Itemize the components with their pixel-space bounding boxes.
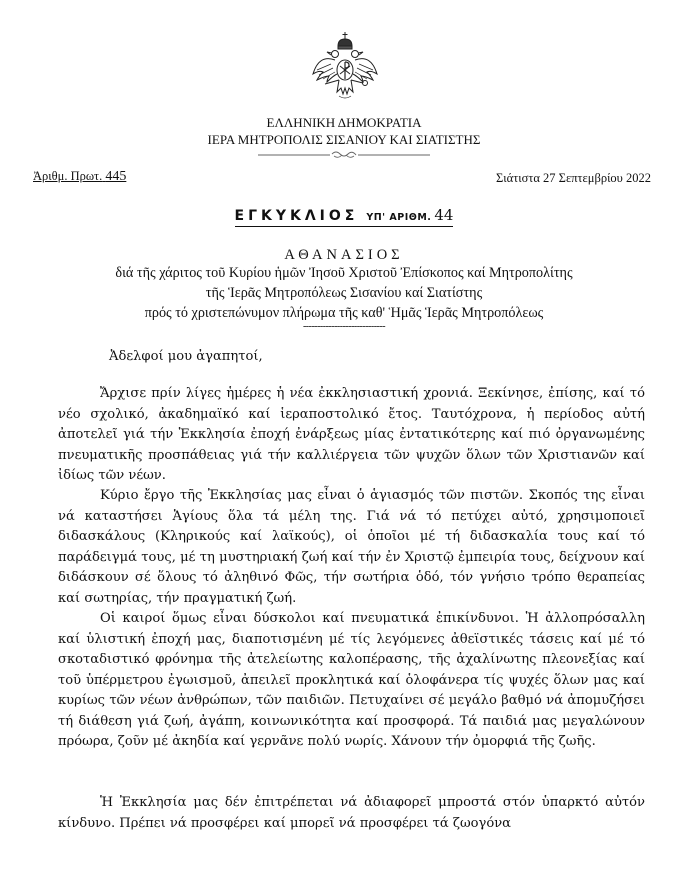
double-headed-eagle-icon xyxy=(305,30,385,102)
place-date: Σιάτιστα 27 Σεπτεμβρίου 2022 xyxy=(496,171,651,185)
sender-title-line-2: τῆς Ἱερᾶς Μητροπόλεως Σισανίου καί Σιατίστης xyxy=(205,285,483,301)
sender-title-line-3: πρός τό χριστεπώνυμον πλήρωμα τῆς καθ' Ἡμᾶς Ἱερᾶς Μητροπόλεως xyxy=(144,305,544,321)
paragraph-2: Κύριο ἔργο τῆς Ἐκκλησίας μας εἶναι ὁ ἁγιασμός τῶν πιστῶν. Σκοπός της εἶναι νά καταστήσει Ἁγίους ὅλα τά μέλη της. Γιά νά τό πετύχει αὐτό, χρησιμοποιεῖ διδασκάλους (Κληρικούς καί λαϊκούς), οἱ ὁποῖοι μέ τή διδασκαλία τους καί τό παράδειγμά τους, μέ τη μυστηριακή ζωή καί τήν ἐν Χριστῷ ἐμπειρία τους, δείχνουν καί διδάσκουν σέ ὅλους τό ἀληθινό Φῶς, τήν σωτήρια ὁδό, τόν γνήσιο τρόπο θεραπείας καί σωτηρίας, τήν πραγματική ζωή. xyxy=(58,488,645,606)
encyclical-title: ΕΓΚΥΚΛΙΟΣ xyxy=(234,208,359,224)
encyclical-heading xyxy=(0,205,688,227)
ornament-divider-icon xyxy=(258,148,430,162)
encyclical-number: 44 xyxy=(434,206,454,224)
paragraph-1: Ἄρχισε πρίν λίγες ἡμέρες ἡ νέα ἐκκλησιαστική χρονιά. Ξεκίνησε, ἐπίσης, καί τό νέο σχολικό, ἀκαδημαϊκό καί ἱεραποστολικό ἔτος. Ταυτόχρονα, ἡ περίοδος αὐτή ἀποτελεῖ γιά τήν Ἐκκλησία ἐποχή ἐνάρξεως μίας ἐντατικότερης καί πιό ὀργανωμένης πνευματικῆς προσπάθειας γιά τήν καλλιέργεια τῶν ψυχῶν ὅλων τῶν Χριστιανῶν καί ἰδίως τῶν νέων. xyxy=(58,386,645,483)
protocol-value: 445 xyxy=(105,169,127,184)
sender-name: ΑΘΑΝΑΣΙΟΣ xyxy=(284,247,404,263)
header-country: ΕΛΛΗΝΙΚΗ ΔΗΜΟΚΡΑΤΙΑ xyxy=(266,115,422,130)
protocol-number xyxy=(33,169,126,185)
dashed-separator: ----------------------------- xyxy=(302,321,386,332)
greeting: Ἀδελφοί μου ἀγαπητοί, xyxy=(109,349,263,364)
paragraph-3: Οἱ καιροί ὅμως εἶναι δύσκολοι καί πνευματικά ἐπικίνδυνοι. Ἡ ἀλλοπρόσαλλη καί ὑλιστική ἐποχή μας, διαποτισμένη μέ τίς λεγόμενες ἀθεϊστικές τάσεις καί μέ τό σκοταδιστικό φρόνημα τῆς ἀτελείωτης καλοπέρασης, τῆς ἀχαλίνωτης πλεονεξίας καί τοῦ ὑπέρμετρου ἐγωισμοῦ, ἀπειλεῖ προκλητικά καί ὁλοφάνερα τίς ψυχές ὅλων μας καί κυρίως τῶν νέων ἀνθρώπων, τῶν παιδιῶν. Πετυχαίνει σέ μεγάλο βαθμό νά ἀπομυζήσει τή διάθεση γιά ζωή, ἀγάπη, κοινωνικότητα καί προσφορά. Τά παιδιά μας μεγαλώνουν πρόωρα, ζοῦν μέ ἀκηδία καί γερνᾶνε πολύ νωρίς. Χάνουν τήν ὀμορφιά τῆς ζωῆς. xyxy=(58,611,645,749)
header-metropolis: ΙΕΡΑ ΜΗΤΡΟΠΟΛΙΣ ΣΙΣΑΝΙΟΥ ΚΑΙ ΣΙΑΤΙΣΤΗΣ xyxy=(207,132,481,147)
protocol-label: Ἀριθμ. Πρωτ. xyxy=(33,169,103,183)
paragraph-4: Ἡ Ἐκκλησία μας δέν ἐπιτρέπεται νά ἀδιαφορεῖ μπροστά στόν ὑπαρκτό αὐτόν κίνδυνο. Πρέπει νά προσφέρει καί μπορεῖ νά προσφέρει τά ζωογόνα xyxy=(58,795,645,831)
encyclical-subtitle: ΥΠ' ΑΡΙΘΜ. xyxy=(366,212,432,223)
sender-title-line-1: διά τῆς χάριτος τοῦ Κυρίου ἡμῶν Ἰησοῦ Χριστοῦ Ἐπίσκοπος καί Μητροπολίτης xyxy=(115,265,573,281)
